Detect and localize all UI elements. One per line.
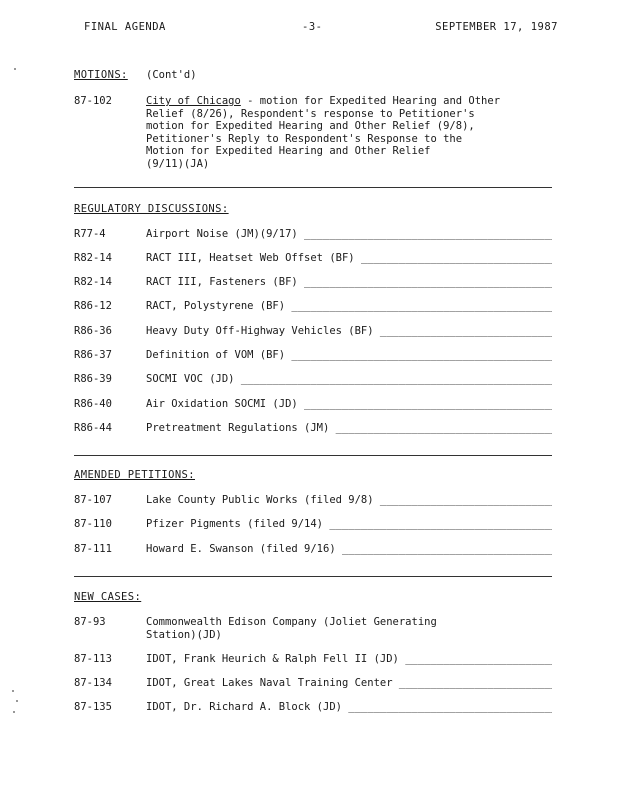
list-item: [74, 252, 552, 266]
case-number: 87-93: [74, 616, 106, 628]
list-item: [74, 543, 552, 557]
list-item: [74, 276, 552, 290]
motion-item: [74, 95, 552, 175]
header-date: SEPTEMBER 17, 1987: [435, 21, 558, 33]
item-text: Definition of VOM (BF) _____: [146, 349, 552, 361]
case-number: 87-110: [74, 518, 112, 530]
case-number: R86-39: [74, 373, 112, 385]
item-text: RACT III, Fasteners (BF) _____: [146, 276, 552, 288]
header-title: FINAL AGENDA: [84, 21, 166, 33]
list-item: [74, 677, 552, 691]
list-item: [74, 398, 552, 412]
scan-speck: [16, 700, 18, 702]
case-number: 87-102: [74, 95, 112, 107]
list-item: [74, 701, 552, 715]
case-number: R86-12: [74, 300, 112, 312]
item-text: Heavy Duty Off-Highway Vehicles (BF) _____: [146, 325, 552, 337]
motion-line: (9/11)(JA): [146, 157, 210, 170]
case-number: R82-14: [74, 276, 112, 288]
item-text: Lake County Public Works (filed 9/8) _____: [146, 494, 552, 506]
motion-line: Motion for Expedited Hearing and Other Relief: [146, 145, 431, 158]
item-text: IDOT, Great Lakes Naval Training Center _____: [146, 677, 552, 689]
item-text: IDOT, Dr. Richard A. Block (JD) _____: [146, 701, 552, 713]
item-text: IDOT, Frank Heurich & Ralph Fell II (JD) _____: [146, 653, 552, 665]
case-number: 87-113: [74, 653, 112, 665]
item-text: Airport Noise (JM)(9/17) _____: [146, 228, 552, 240]
case-number: 87-111: [74, 543, 112, 555]
list-item: [74, 616, 552, 644]
page-header: [84, 21, 558, 35]
party-name: City of Chicago: [146, 95, 241, 107]
case-number: R86-36: [74, 325, 112, 337]
divider: [74, 455, 552, 456]
list-item: [74, 494, 552, 508]
section-heading-new-cases: NEW CASES:: [74, 591, 142, 603]
list-item: [74, 373, 552, 387]
list-item: [74, 518, 552, 532]
item-text: Air Oxidation SOCMI (JD) _____: [146, 398, 552, 410]
scan-speck: [12, 690, 14, 692]
section-heading-motions: [74, 69, 128, 81]
case-number: 87-135: [74, 701, 112, 713]
list-item: [74, 422, 552, 436]
item-text: Pfizer Pigments (filed 9/14) _____: [146, 518, 552, 530]
item-text: [146, 616, 552, 641]
case-number: R82-14: [74, 252, 112, 264]
motion-line: motion for Expedited Hearing and Other Relief (9/8),: [146, 120, 475, 133]
list-item: [74, 325, 552, 339]
case-number: R86-44: [74, 422, 112, 434]
divider: [74, 187, 552, 188]
item-text: RACT III, Heatset Web Offset (BF) _____: [146, 252, 552, 264]
page-number: -3-: [302, 21, 323, 33]
list-item: [74, 300, 552, 314]
motion-text: [146, 95, 552, 171]
case-number: 87-107: [74, 494, 112, 506]
scan-speck: [13, 711, 15, 713]
scan-speck: [14, 68, 16, 70]
list-item: [74, 228, 552, 242]
motion-line: - motion for Expedited Hearing and Other: [240, 95, 501, 107]
motions-continued: (Cont'd): [146, 69, 197, 81]
list-item: [74, 653, 552, 667]
item-line: Commonwealth Edison Company (Joliet Generating: [146, 616, 437, 628]
item-line: Station)(JD): [146, 628, 222, 641]
item-text: Pretreatment Regulations (JM) _____: [146, 422, 552, 434]
list-item: [74, 349, 552, 363]
motions-heading: MOTIONS:: [74, 69, 128, 81]
item-text: RACT, Polystyrene (BF) _____: [146, 300, 552, 312]
item-text: Howard E. Swanson (filed 9/16) _____: [146, 543, 552, 555]
motion-line: Petitioner's Reply to Respondent's Response to the: [146, 132, 463, 145]
case-number: 87-134: [74, 677, 112, 689]
section-heading-regulatory: REGULATORY DISCUSSIONS:: [74, 203, 229, 215]
motion-line: Relief (8/26), Respondent's response to Petitioner's: [146, 107, 475, 120]
case-number: R86-40: [74, 398, 112, 410]
section-heading-amended: AMENDED PETITIONS:: [74, 469, 195, 481]
item-text: SOCMI VOC (JD) _____: [146, 373, 552, 385]
case-number: R86-37: [74, 349, 112, 361]
case-number: R77-4: [74, 228, 106, 240]
divider: [74, 576, 552, 577]
